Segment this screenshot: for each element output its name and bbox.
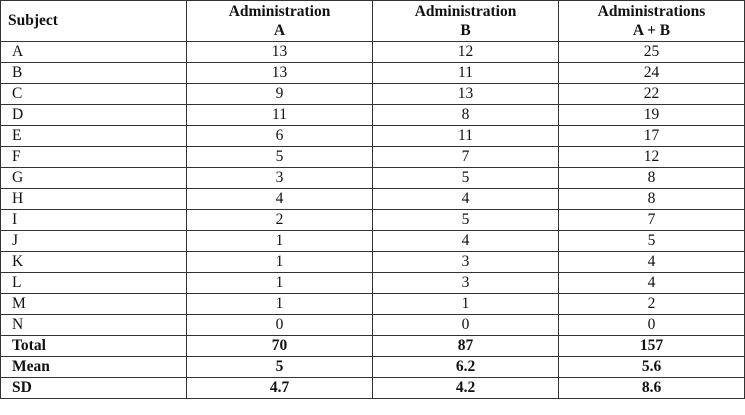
header-subject: Subject <box>1 1 187 42</box>
subject-cell: C <box>1 84 187 105</box>
subject-cell: E <box>1 126 187 147</box>
administration-a-cell: 4.7 <box>187 378 373 399</box>
administrations-ab-cell: 17 <box>559 126 745 147</box>
administration-b-cell: 5 <box>373 168 559 189</box>
table-row <box>1 189 745 210</box>
table-row <box>1 210 745 231</box>
table-row <box>1 168 745 189</box>
header-administration-b <box>373 1 559 42</box>
table-row <box>1 126 745 147</box>
table-row <box>1 273 745 294</box>
administrations-ab-cell: 12 <box>559 147 745 168</box>
subject-cell: L <box>1 273 187 294</box>
header-administration-b-line1: Administration <box>414 3 517 20</box>
table-body <box>1 42 745 399</box>
header-row <box>1 1 745 42</box>
administration-b-cell: 4 <box>373 231 559 252</box>
header-administration-a <box>187 1 373 42</box>
subject-cell: K <box>1 252 187 273</box>
administration-a-cell: 1 <box>187 294 373 315</box>
subject-cell: F <box>1 147 187 168</box>
administration-b-cell: 4 <box>373 189 559 210</box>
administrations-ab-cell: 8 <box>559 168 745 189</box>
summary-row <box>1 378 745 399</box>
table-row <box>1 105 745 126</box>
subject-cell: H <box>1 189 187 210</box>
administration-b-cell: 11 <box>373 63 559 84</box>
administrations-ab-cell: 19 <box>559 105 745 126</box>
administration-b-cell: 3 <box>373 273 559 294</box>
administration-a-cell: 5 <box>187 357 373 378</box>
subject-cell: J <box>1 231 187 252</box>
administrations-ab-cell: 5 <box>559 231 745 252</box>
administration-a-cell: 0 <box>187 315 373 336</box>
subject-cell: Total <box>1 336 187 357</box>
subject-cell: G <box>1 168 187 189</box>
header-administrations-ab-line2: A + B <box>632 22 671 39</box>
administrations-ab-cell: 2 <box>559 294 745 315</box>
subject-cell: N <box>1 315 187 336</box>
table-row <box>1 63 745 84</box>
header-administration-a-line1: Administration <box>228 3 331 20</box>
administrations-ab-cell: 8 <box>559 189 745 210</box>
subject-cell: SD <box>1 378 187 399</box>
subject-cell: M <box>1 294 187 315</box>
administration-b-cell: 12 <box>373 42 559 63</box>
table-row <box>1 147 745 168</box>
administration-a-cell: 2 <box>187 210 373 231</box>
table-row <box>1 252 745 273</box>
administration-b-cell: 0 <box>373 315 559 336</box>
administration-b-cell: 4.2 <box>373 378 559 399</box>
administration-a-cell: 1 <box>187 273 373 294</box>
administration-a-cell: 70 <box>187 336 373 357</box>
administrations-ab-cell: 157 <box>559 336 745 357</box>
subject-cell: Mean <box>1 357 187 378</box>
administration-b-cell: 11 <box>373 126 559 147</box>
table-row <box>1 42 745 63</box>
administrations-ab-cell: 22 <box>559 84 745 105</box>
administrations-ab-cell: 0 <box>559 315 745 336</box>
table-header <box>1 1 745 42</box>
administrations-ab-cell: 25 <box>559 42 745 63</box>
administrations-ab-cell: 7 <box>559 210 745 231</box>
summary-row <box>1 336 745 357</box>
table-row <box>1 231 745 252</box>
administration-b-cell: 1 <box>373 294 559 315</box>
administration-a-cell: 1 <box>187 252 373 273</box>
administration-a-cell: 4 <box>187 189 373 210</box>
administrations-ab-cell: 4 <box>559 252 745 273</box>
subject-cell: A <box>1 42 187 63</box>
administration-a-cell: 13 <box>187 42 373 63</box>
table-row <box>1 294 745 315</box>
subject-cell: B <box>1 63 187 84</box>
administration-a-cell: 1 <box>187 231 373 252</box>
administration-b-cell: 7 <box>373 147 559 168</box>
header-administrations-ab-line1: Administrations <box>597 3 706 20</box>
subject-cell: I <box>1 210 187 231</box>
administration-b-cell: 87 <box>373 336 559 357</box>
administration-b-cell: 6.2 <box>373 357 559 378</box>
administration-b-cell: 8 <box>373 105 559 126</box>
header-administration-b-line2: B <box>460 22 471 39</box>
header-administrations-ab <box>559 1 745 42</box>
administrations-ab-cell: 24 <box>559 63 745 84</box>
administration-a-cell: 11 <box>187 105 373 126</box>
administration-b-cell: 5 <box>373 210 559 231</box>
administration-a-cell: 13 <box>187 63 373 84</box>
administrations-ab-cell: 5.6 <box>559 357 745 378</box>
administration-a-cell: 5 <box>187 147 373 168</box>
administration-a-cell: 6 <box>187 126 373 147</box>
subject-cell: D <box>1 105 187 126</box>
administration-b-cell: 13 <box>373 84 559 105</box>
table-row <box>1 84 745 105</box>
table-row <box>1 315 745 336</box>
administration-a-cell: 9 <box>187 84 373 105</box>
administration-a-cell: 3 <box>187 168 373 189</box>
administrations-ab-cell: 4 <box>559 273 745 294</box>
administration-b-cell: 3 <box>373 252 559 273</box>
header-administration-a-line2: A <box>273 22 286 39</box>
summary-row <box>1 357 745 378</box>
administrations-ab-cell: 8.6 <box>559 378 745 399</box>
